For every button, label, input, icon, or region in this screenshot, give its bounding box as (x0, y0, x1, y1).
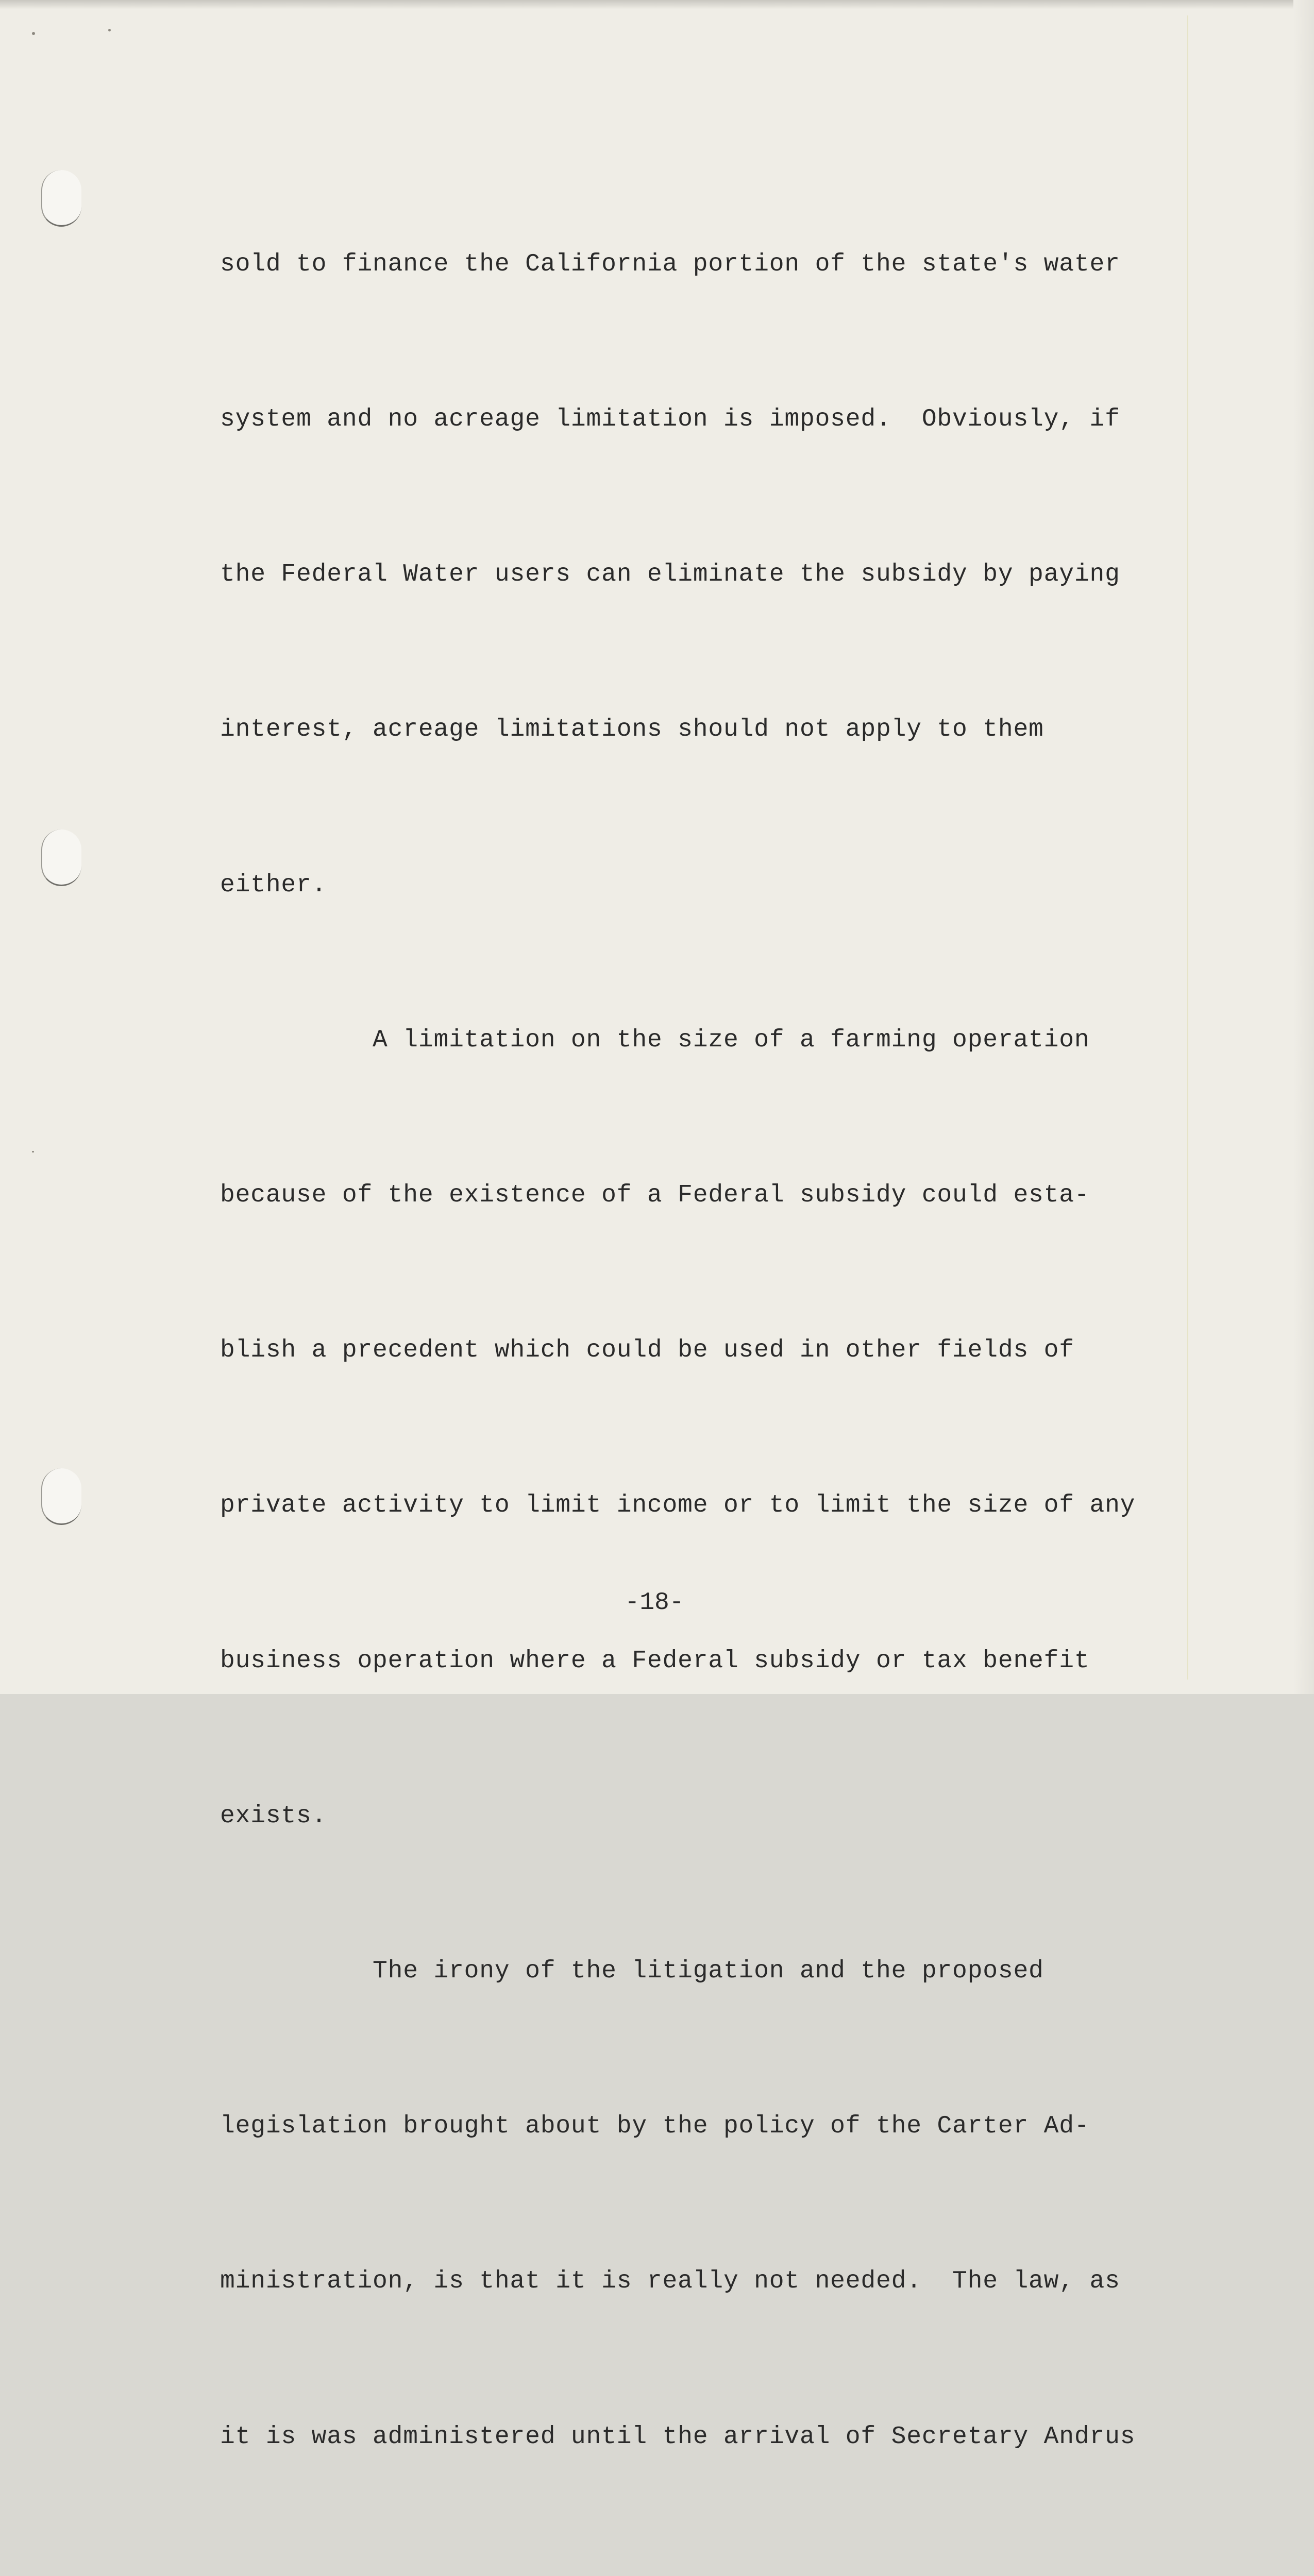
text-line: A limitation on the size of a farming operation (220, 1026, 1090, 1054)
paper-speck (32, 32, 35, 35)
punch-hole (41, 170, 81, 227)
text-line: business operation where a Federal subsidy or tax benefit (220, 1647, 1090, 1675)
text-line: legislation brought about by the policy of the Carter Ad- (220, 2112, 1090, 2141)
text-line: exists. (220, 1802, 327, 1830)
text-line: sold to finance the California portion of the state's water (220, 250, 1120, 278)
text-line: it is was administered until the arrival of Secretary Andrus (220, 2422, 1136, 2451)
text-line: the Federal Water users can eliminate the subsidy by paying (220, 561, 1120, 589)
text-line: ministration, is that it is really not needed. The law, as (220, 2267, 1120, 2296)
text-line: interest, acreage limitations should not apply to them (220, 716, 1044, 744)
paper-speck (32, 1151, 34, 1153)
text-line: blish a precedent which could be used in other fields of (220, 1336, 1074, 1365)
text-line: The irony of the litigation and the proposed (220, 1957, 1044, 1986)
paper-top-edge (0, 0, 1314, 9)
punch-hole (41, 1468, 81, 1525)
text-line: either. (220, 871, 327, 899)
punch-hole (41, 829, 81, 886)
text-line: because of the existence of a Federal subsidy could esta- (220, 1181, 1090, 1210)
document-body (220, 135, 1199, 2576)
page-number: -18- (625, 1589, 684, 1617)
text-line: system and no acreage limitation is imposed. Obviously, if (220, 405, 1120, 434)
paper-right-edge (1293, 0, 1314, 1694)
paper-speck (108, 29, 111, 31)
text-line: private activity to limit income or to limit the size of any (220, 1492, 1136, 1520)
text-line (220, 2566, 1199, 2576)
